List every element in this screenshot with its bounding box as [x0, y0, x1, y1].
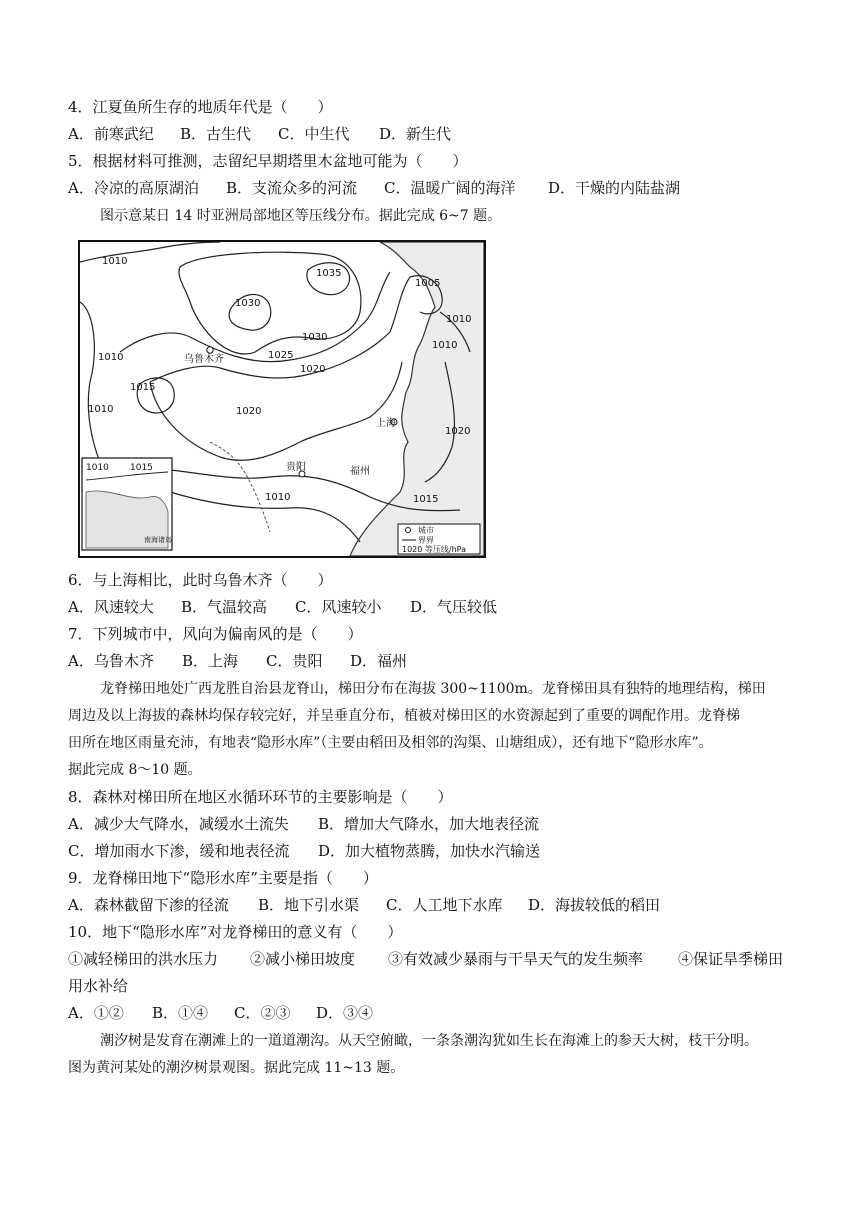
question-5-options [68, 177, 680, 199]
question-4-stem: 4．江夏鱼所生存的地质年代是（ ） [68, 98, 333, 116]
map-intro: 图示意某日 14 时亚洲局部地区等压线分布。据此完成 6~7 题。 [100, 208, 502, 224]
q4-option-a[interactable]: A．前寒武纪 [68, 125, 154, 143]
legend-isobar: 1020 等压线/hPa [402, 545, 467, 554]
isobar-map-svg [80, 242, 484, 556]
q8-option-b[interactable]: B．增加大气降水，加大地表径流 [318, 815, 540, 833]
question-8-stem: 8．森林对梯田所在地区水循环环节的主要影响是（ ） [68, 788, 453, 806]
q10-option-b[interactable]: B．①④ [152, 1004, 209, 1022]
passage-longji-line: 周边及以上海拔的森林均保存较完好，并呈垂直分布，植被对梯田区的水资源起到了重要的调配作用。龙脊梯 [68, 708, 740, 724]
question-10-items-cont: 用水补给 [68, 977, 129, 995]
isobar-map [78, 240, 486, 558]
q10-option-c[interactable]: C．②③ [234, 1004, 291, 1022]
q9-option-c[interactable]: C．人工地下水库 [386, 896, 503, 914]
isobar-label: 1005 [415, 278, 441, 289]
question-9-options [68, 894, 660, 916]
q7-option-a[interactable]: A．乌鲁木齐 [68, 652, 154, 670]
question-6-stem: 6．与上海相比，此时乌鲁木齐（ ） [68, 571, 333, 589]
isobar-label: 1010 [432, 340, 458, 351]
q10-item-3: ③有效减少暴雨与干旱天气的发生频率 [388, 950, 644, 968]
isobar-label: 1020 [445, 426, 471, 437]
question-10-stem: 10．地下“隐形水库”对龙脊梯田的意义有（ ） [68, 923, 403, 941]
q10-item-4: ④保证旱季梯田 [678, 950, 784, 968]
question-8-options-ab [68, 813, 539, 835]
inset-caption: 南海诸岛 [144, 536, 172, 544]
passage-tidal-line: 图为黄河某处的潮汐树景观图。据此完成 11~13 题。 [68, 1060, 405, 1076]
question-6-options [68, 596, 497, 618]
q4-option-b[interactable]: B．古生代 [180, 125, 252, 143]
isobar-label: 1025 [268, 350, 294, 361]
isobar-label: 1010 [88, 404, 114, 415]
isobar-label: 1020 [300, 364, 326, 375]
isobar-1020-main [150, 277, 410, 460]
q10-option-a[interactable]: A．①② [68, 1004, 124, 1022]
inset-map [82, 458, 172, 550]
q10-option-d[interactable]: D．③④ [316, 1004, 374, 1022]
isobar-label: 1015 [130, 382, 156, 393]
passage-tidal-line: 潮汐树是发育在潮滩上的一道道潮沟。从天空俯瞰，一条条潮沟犹如生长在海滩上的参天大树，枝干分明。 [100, 1033, 758, 1049]
q4-option-d[interactable]: D．新生代 [379, 125, 452, 143]
city-label-fuzhou: 福州 [350, 466, 370, 477]
q6-option-c[interactable]: C．风速较小 [295, 598, 382, 616]
passage-longji-line: 据此完成 8～10 题。 [68, 762, 202, 778]
map-legend [398, 524, 480, 554]
isobar-label: 1010 [265, 492, 291, 503]
isobar-1025 [120, 272, 390, 362]
q9-option-b[interactable]: B．地下引水渠 [258, 896, 360, 914]
q6-option-b[interactable]: B．气温较高 [181, 598, 268, 616]
question-7-options [68, 650, 407, 672]
q4-option-c[interactable]: C．中生代 [278, 125, 350, 143]
q8-option-c[interactable]: C．增加雨水下渗，缓和地表径流 [68, 842, 290, 860]
inset-isobar-label: 1010 [86, 463, 109, 473]
q5-option-b[interactable]: B．支流众多的河流 [226, 179, 358, 197]
question-8-options-cd [68, 840, 540, 862]
isobar-1010-west [80, 302, 100, 462]
city-marker-urumqi [207, 347, 213, 353]
q7-option-b[interactable]: B．上海 [182, 652, 239, 670]
isobar-label: 1030 [235, 298, 261, 309]
legend-border: 界界 [418, 536, 434, 545]
city-label-shanghai: 上海 [376, 418, 396, 429]
city-label-guiyang: 贵阳 [286, 462, 306, 473]
question-10-options [68, 1002, 373, 1024]
q5-option-c[interactable]: C．温暖广阔的海洋 [384, 179, 516, 197]
isobar-label: 1020 [236, 406, 262, 417]
q10-item-1: ①减轻梯田的洪水压力 [68, 950, 219, 968]
question-7-stem: 7．下列城市中，风向为偏南风的是（ ） [68, 625, 363, 643]
isobar-label: 1030 [302, 332, 328, 343]
passage-longji-line: 田所在地区雨量充沛，有地表“隐形水库”（主要由稻田及相邻的沟渠、山塘组成），还有地下“隐形水库”。 [68, 735, 713, 751]
q6-option-a[interactable]: A．风速较大 [68, 598, 154, 616]
q7-option-c[interactable]: C．贵阳 [266, 652, 323, 670]
legend-city: 城市 [418, 526, 434, 535]
q10-item-2: ②减小梯田坡度 [250, 950, 356, 968]
country-border [210, 442, 270, 532]
question-5-stem: 5．根据材料可推测，志留纪早期塔里木盆地可能为（ ） [68, 152, 468, 170]
coastline [350, 242, 484, 556]
q7-option-d[interactable]: D．福州 [350, 652, 408, 670]
inset-isobar-label: 1015 [130, 463, 153, 473]
isobar-label: 1010 [446, 314, 472, 325]
isobar-label: 1010 [102, 256, 128, 267]
question-9-stem: 9．龙脊梯田地下“隐形水库”主要是指（ ） [68, 869, 378, 887]
question-4-options [68, 123, 451, 145]
passage-longji-line: 龙脊梯田地处广西龙胜自治县龙脊山，梯田分布在海拔 300~1100m。龙脊梯田具有独特的地理结构，梯田 [100, 681, 766, 697]
question-10-items [68, 948, 783, 970]
q9-option-d[interactable]: D．海拔较低的稻田 [528, 896, 661, 914]
q6-option-d[interactable]: D．气压较低 [410, 598, 498, 616]
isobar-label: 1010 [98, 352, 124, 363]
q5-option-a[interactable]: A．冷凉的高原湖泊 [68, 179, 199, 197]
city-label-urumqi: 乌鲁木齐 [184, 354, 224, 365]
q8-option-d[interactable]: D．加大植物蒸腾，加快水汽输送 [318, 842, 541, 860]
q9-option-a[interactable]: A．森林截留下渗的径流 [68, 896, 229, 914]
isobar-label: 1035 [316, 268, 342, 279]
q5-option-d[interactable]: D．干燥的内陆盐湖 [548, 179, 681, 197]
q8-option-a[interactable]: A．减少大气降水，减缓水土流失 [68, 815, 289, 833]
isobar-label: 1015 [413, 494, 439, 505]
